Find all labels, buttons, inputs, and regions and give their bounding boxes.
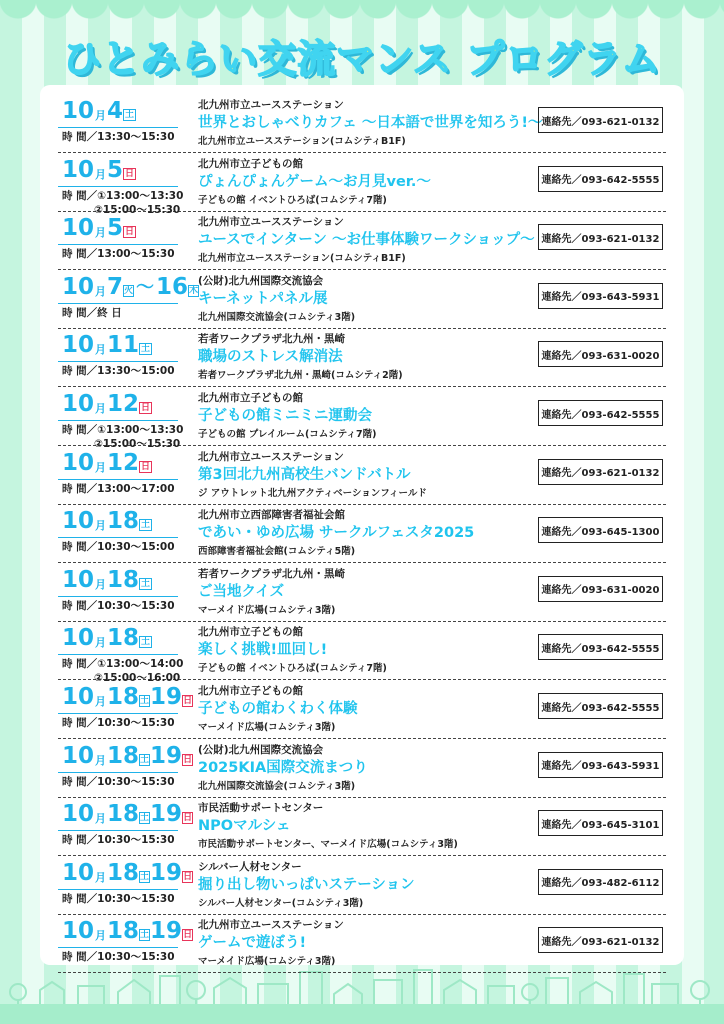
event-row <box>58 271 666 329</box>
event-time <box>62 540 202 554</box>
event-date <box>62 915 192 945</box>
event-row <box>58 681 666 739</box>
time-line: 時 間／10:30～15:30 <box>62 834 175 847</box>
event-title: であい・ゆめ広場 サークルフェスタ2025 <box>198 525 475 542</box>
contact-box: 連絡先／093-631-0020 <box>538 576 663 602</box>
month-unit: 月 <box>95 284 107 298</box>
contact-box: 連絡先／093-642-5555 <box>538 166 663 192</box>
organizer: シルバー人材センター <box>198 860 302 873</box>
contact-box: 連絡先／093-642-5555 <box>538 634 663 660</box>
awning-scallop <box>0 0 724 26</box>
weekday-badge: 土 <box>141 637 151 648</box>
day-number: 18 <box>107 742 140 769</box>
event-venue: 子どもの館 イベントひろば(コムシティ7階) <box>198 663 387 675</box>
date-range-separator: ～ <box>136 276 155 298</box>
day-number: 19 <box>150 918 183 945</box>
weekday-badge: 日 <box>183 696 193 706</box>
organizer: 北九州市立ユースステーション <box>198 99 344 111</box>
event-date <box>62 388 192 418</box>
contact-box: 連絡先／093-645-3101 <box>538 810 663 836</box>
date-underline <box>58 303 178 304</box>
month-number: 10 <box>62 215 95 242</box>
event-row <box>58 329 666 387</box>
event-title: ユースでインターン ～お仕事体験ワークショップ～ <box>198 232 535 249</box>
event-venue: シルバー人材センター(コムシティ3階) <box>198 897 364 909</box>
event-venue: マーメイド広場(コムシティ3階) <box>198 722 336 733</box>
month-unit: 月 <box>95 695 107 708</box>
event-time <box>62 775 202 789</box>
event-venue: 西部障害者福祉会館(コムシティ5階) <box>198 546 356 558</box>
organizer: 北九州市立ユースステーション <box>198 216 344 229</box>
weekday-badge: 木 <box>189 285 199 296</box>
time-line: 時 間／13:00～17:00 <box>62 482 175 495</box>
organizer: 北九州市立子どもの館 <box>198 626 303 639</box>
event-date <box>62 740 192 770</box>
month-unit: 月 <box>95 929 107 943</box>
event-date <box>62 329 192 359</box>
date-underline <box>58 654 178 655</box>
time-line: 時 間／①13:00～14:00 <box>62 658 184 671</box>
event-title: 第3回北九州高校生バンドバトル <box>198 466 411 483</box>
event-title: 2025KIA国際交流まつり <box>198 759 368 776</box>
weekday-badge: 日 <box>141 403 151 413</box>
day-number: 19 <box>150 684 183 710</box>
time-line: 時 間／10:30～15:30 <box>62 717 175 729</box>
event-time <box>62 364 202 378</box>
event-title: 職場のストレス解消法 <box>198 349 343 366</box>
ground-strip <box>0 1004 724 1024</box>
day-number: 5 <box>107 156 124 183</box>
event-title: NPOマルシェ <box>198 818 291 835</box>
month-unit: 月 <box>95 226 107 240</box>
event-venue: 北九州市立ユースステーション(コムシティB1F) <box>198 136 406 147</box>
event-date <box>62 505 192 535</box>
event-venue: マーメイド広場(コムシティ3階) <box>198 604 336 616</box>
date-underline <box>58 947 178 948</box>
event-venue: 北九州国際交流協会(コムシティ3階) <box>198 780 356 792</box>
organizer: (公財)北九州国際交流協会 <box>198 743 324 756</box>
day-number: 19 <box>150 801 183 828</box>
day-number: 18 <box>107 625 140 652</box>
time-line: 時 間／10:30～15:30 <box>62 775 175 788</box>
month-unit: 月 <box>95 870 107 884</box>
event-title: ご当地クイズ <box>198 583 285 600</box>
weekday-badge: 土 <box>140 871 150 882</box>
month-number: 10 <box>62 566 95 593</box>
event-title: ゲームで遊ぼう! <box>198 935 307 952</box>
time-line: 時 間／10:30～15:30 <box>62 951 175 964</box>
day-number: 18 <box>107 859 140 886</box>
event-date <box>62 95 192 125</box>
weekday-badge: 日 <box>183 813 193 824</box>
month-number: 10 <box>62 391 95 417</box>
event-time <box>62 892 202 906</box>
event-venue: ジ アウトレット北九州アクティベーションフィールド <box>198 487 427 499</box>
month-unit: 月 <box>95 812 107 826</box>
weekday-badge: 火 <box>124 285 134 296</box>
day-number: 18 <box>107 684 140 710</box>
contact-box: 連絡先／093-643-5931 <box>538 283 663 309</box>
weekday-badge: 日 <box>125 227 135 238</box>
event-title: 楽しく挑戦!皿回し! <box>198 642 328 659</box>
month-number: 10 <box>62 332 95 359</box>
organizer: 市民活動サポートセンター <box>198 802 324 815</box>
date-underline <box>58 479 178 480</box>
day-number: 18 <box>107 801 140 828</box>
date-underline <box>58 830 178 831</box>
event-time <box>62 833 202 847</box>
event-row <box>58 740 666 798</box>
weekday-badge: 土 <box>141 344 151 355</box>
date-underline <box>58 596 178 597</box>
time-line: 時 間／10:30～15:00 <box>62 541 175 554</box>
event-row <box>58 564 666 622</box>
month-unit: 月 <box>95 753 107 767</box>
event-time <box>62 130 202 144</box>
contact-box: 連絡先／093-621-0132 <box>538 224 663 250</box>
month-number: 10 <box>62 801 95 828</box>
day-number: 18 <box>107 508 140 535</box>
month-number: 10 <box>62 742 95 769</box>
event-row <box>58 915 666 973</box>
weekday-badge: 土 <box>140 813 150 824</box>
month-number: 10 <box>62 859 95 886</box>
organizer: (公財)北九州国際交流協会 <box>198 274 324 287</box>
time-line: 時 間／10:30～15:30 <box>62 599 175 612</box>
event-row <box>58 95 666 153</box>
event-venue: 北九州国際交流協会(コムシティ3階) <box>198 311 356 323</box>
event-row <box>58 622 666 685</box>
time-line: 時 間／10:30～15:30 <box>62 892 175 905</box>
month-number: 10 <box>62 625 95 652</box>
event-time <box>62 716 202 730</box>
event-date <box>62 447 192 477</box>
event-venue: マーメイド広場(コムシティ3階) <box>198 956 336 968</box>
organizer: 北九州市立子どもの館 <box>198 685 303 697</box>
month-number: 10 <box>62 273 95 300</box>
event-time <box>62 950 202 964</box>
contact-box: 連絡先／093-645-1300 <box>538 517 663 543</box>
contact-box: 連絡先／093-482-6112 <box>538 869 663 895</box>
month-unit: 月 <box>95 577 107 591</box>
weekday-badge: 土 <box>125 110 135 120</box>
event-title: キーネットパネル展 <box>198 290 328 307</box>
event-time <box>62 482 202 496</box>
weekday-badge: 土 <box>141 578 151 589</box>
month-number: 10 <box>62 156 95 183</box>
event-row <box>58 505 666 563</box>
time-line: 時 間／13:30～15:30 <box>62 131 175 143</box>
organizer: 北九州市立子どもの館 <box>198 157 303 170</box>
weekday-badge: 日 <box>125 168 135 179</box>
event-row <box>58 798 666 856</box>
event-date <box>62 681 192 711</box>
event-venue: 若者ワークプラザ北九州・黒崎(コムシティ2階) <box>198 370 403 382</box>
contact-box: 連絡先／093-642-5555 <box>538 693 663 719</box>
date-underline <box>58 713 178 714</box>
weekday-badge: 日 <box>183 871 193 882</box>
event-date <box>62 154 192 184</box>
weekday-badge: 日 <box>183 754 193 765</box>
month-number: 10 <box>62 918 95 945</box>
date-underline <box>58 420 178 421</box>
day-number: 16 <box>156 273 189 300</box>
event-venue: 北九州市立ユースステーション(コムシティB1F) <box>198 253 406 265</box>
event-row <box>58 212 666 270</box>
weekday-badge: 土 <box>141 520 151 531</box>
event-venue: 子どもの館 プレイルーム(コムシティ7階) <box>198 429 377 440</box>
time-line: 時 間／終 日 <box>62 306 122 319</box>
time-line: ②15:00～15:30 <box>94 203 181 216</box>
day-number: 12 <box>107 449 140 476</box>
date-underline <box>58 127 178 128</box>
event-date <box>62 271 199 301</box>
contact-box: 連絡先／093-621-0132 <box>538 927 663 953</box>
month-unit: 月 <box>95 460 107 474</box>
page-title: ひとみらい交流マンス プログラム <box>63 37 661 81</box>
event-title: 子どもの館わくわく体験 <box>198 701 358 717</box>
month-unit: 月 <box>95 343 107 357</box>
contact-box: 連絡先／093-621-0132 <box>538 107 663 133</box>
contact-box: 連絡先／093-642-5555 <box>538 400 663 426</box>
month-unit: 月 <box>95 402 107 415</box>
day-number: 18 <box>107 566 140 593</box>
month-number: 10 <box>62 508 95 535</box>
date-underline <box>58 537 178 538</box>
date-underline <box>58 244 178 245</box>
date-underline <box>58 772 178 773</box>
event-row <box>58 857 666 915</box>
time-line: 時 間／①13:00～13:30 <box>62 189 184 202</box>
event-date <box>62 857 192 887</box>
day-number: 4 <box>107 98 124 124</box>
month-unit: 月 <box>95 636 107 650</box>
event-time <box>62 247 202 261</box>
event-date <box>62 622 192 652</box>
event-date <box>62 212 192 242</box>
day-number: 19 <box>150 859 183 886</box>
event-title: ぴょんぴょんゲーム～お月見ver.～ <box>198 173 431 190</box>
time-line: 時 間／13:30～15:00 <box>62 365 175 378</box>
event-row <box>58 388 666 450</box>
day-number: 11 <box>107 332 140 359</box>
event-venue: 子どもの館 イベントひろば(コムシティ7階) <box>198 194 387 206</box>
day-number: 7 <box>107 273 124 300</box>
event-time <box>62 306 202 320</box>
event-row <box>58 447 666 505</box>
organizer: 北九州市立ユースステーション <box>198 450 344 463</box>
event-venue: 市民活動サポートセンター、マーメイド広場(コムシティ3階) <box>198 839 458 851</box>
organizer: 若者ワークプラザ北九州・黒崎 <box>198 333 345 346</box>
date-underline <box>58 186 178 187</box>
contact-box: 連絡先／093-643-5931 <box>538 752 663 778</box>
event-date <box>62 564 192 594</box>
event-title: 世界とおしゃべりカフェ ～日本語で世界を知ろう!～ <box>198 115 543 131</box>
weekday-badge: 土 <box>140 754 150 765</box>
weekday-badge: 日 <box>183 930 193 941</box>
weekday-badge: 土 <box>140 930 150 941</box>
day-number: 18 <box>107 918 140 945</box>
day-number: 5 <box>107 215 124 242</box>
contact-box: 連絡先／093-631-0020 <box>538 341 663 367</box>
event-title: 掘り出し物いっぱいステーション <box>198 876 415 893</box>
month-number: 10 <box>62 684 95 710</box>
contact-box: 連絡先／093-621-0132 <box>538 459 663 485</box>
time-line: 時 間／13:00～15:30 <box>62 248 175 261</box>
weekday-badge: 土 <box>140 696 150 706</box>
organizer: 若者ワークプラザ北九州・黒崎 <box>198 567 345 580</box>
event-time <box>62 599 202 613</box>
time-line: ②15:00～15:30 <box>94 438 181 450</box>
organizer: 北九州市立子どもの館 <box>198 392 303 404</box>
organizer: 北九州市立ユースステーション <box>198 919 344 932</box>
date-underline <box>58 889 178 890</box>
month-unit: 月 <box>95 167 107 181</box>
day-number: 12 <box>107 391 140 417</box>
date-underline <box>58 361 178 362</box>
month-number: 10 <box>62 98 95 124</box>
day-number: 19 <box>150 742 183 769</box>
month-number: 10 <box>62 449 95 476</box>
time-line: ②15:00～16:00 <box>94 672 181 685</box>
weekday-badge: 日 <box>141 461 151 472</box>
month-unit: 月 <box>95 109 107 122</box>
organizer: 北九州市立西部障害者福祉会館 <box>198 509 345 522</box>
event-row <box>58 154 666 216</box>
time-line: 時 間／①13:00～13:30 <box>62 424 184 436</box>
event-date <box>62 798 192 828</box>
event-title: 子どもの館ミニミニ運動会 <box>198 408 372 424</box>
month-unit: 月 <box>95 519 107 533</box>
